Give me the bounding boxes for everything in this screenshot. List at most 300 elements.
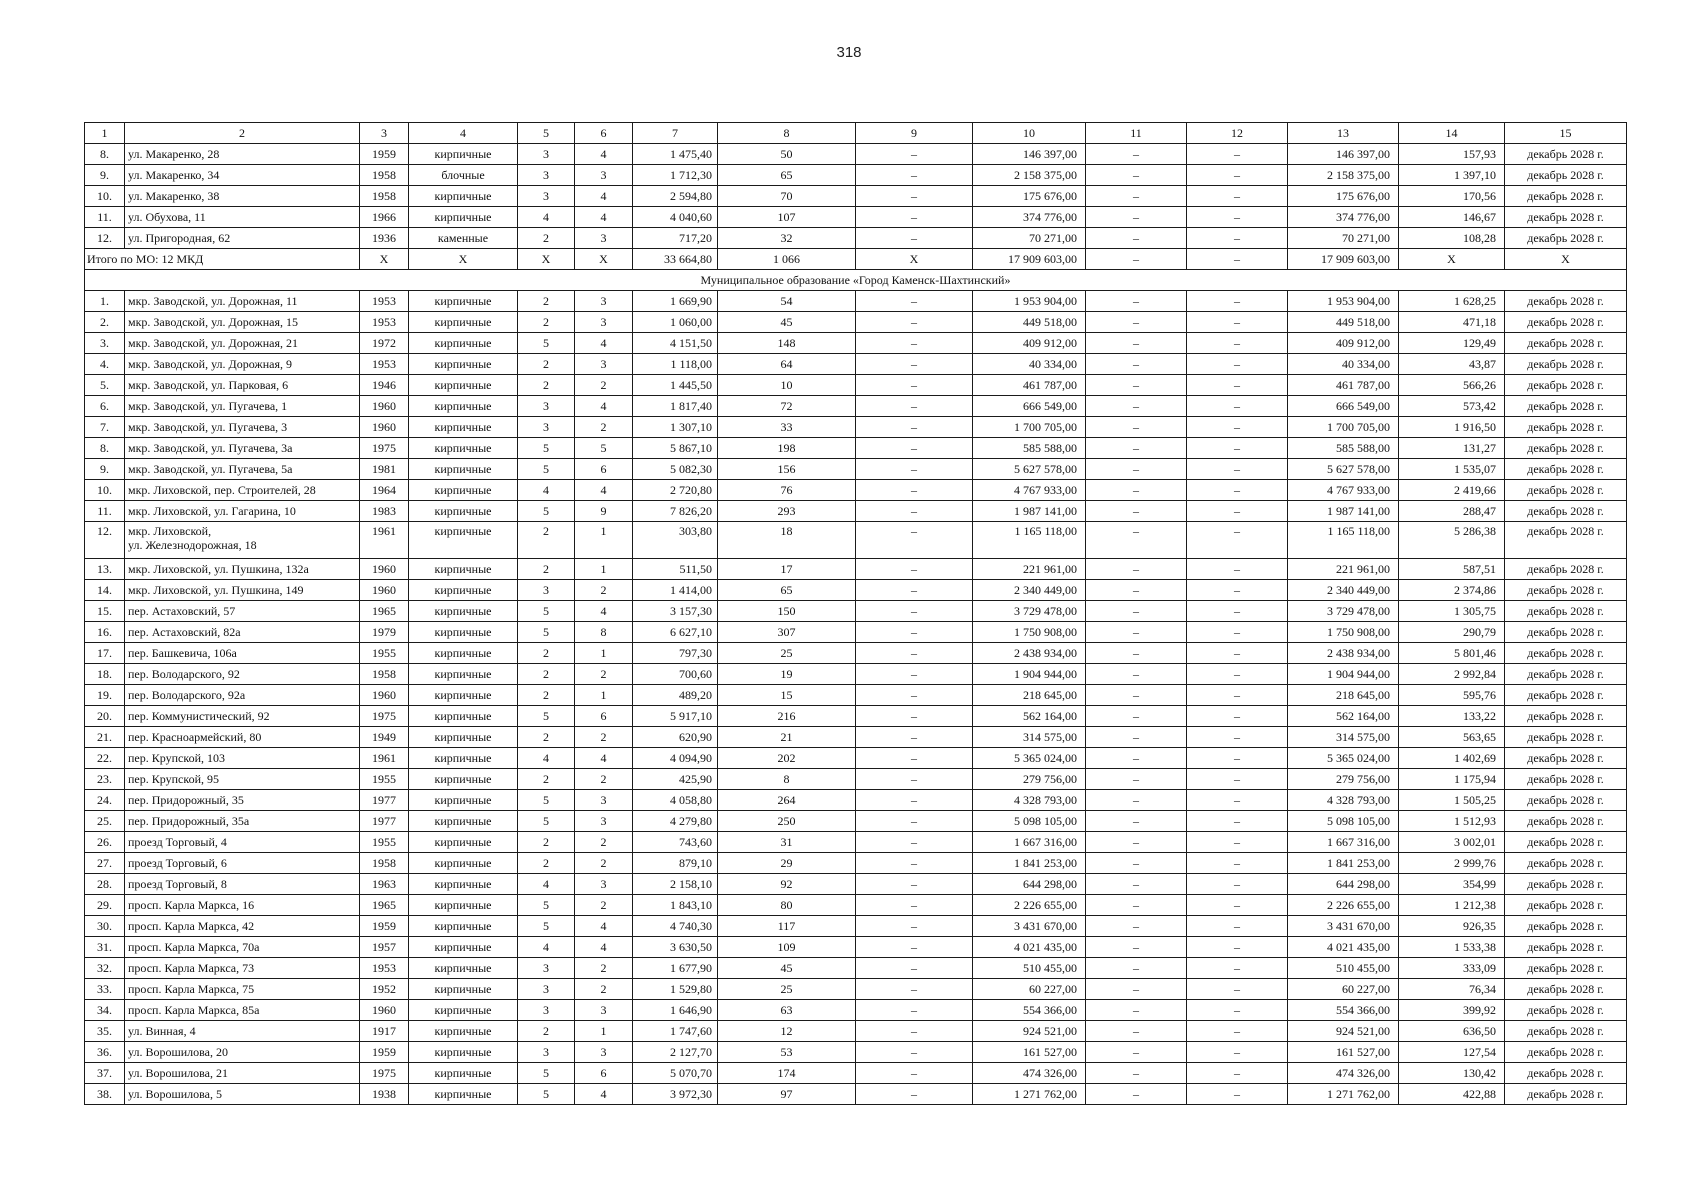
header-cell-4: 4 xyxy=(409,123,518,144)
col-9-cell: – xyxy=(856,874,973,895)
building-row xyxy=(85,580,1627,601)
year-built-cell: 1938 xyxy=(360,1084,409,1105)
wall-material-cell: кирпичные xyxy=(409,207,518,228)
total-cost-cell: 161 527,00 xyxy=(1288,1042,1399,1063)
total-cost-cell: 5 627 578,00 xyxy=(1288,459,1399,480)
row-no-cell: 11. xyxy=(85,207,125,228)
cost-per-sqm-cell: 1 212,38 xyxy=(1399,895,1505,916)
deadline-cell: декабрь 2028 г. xyxy=(1505,165,1627,186)
area-cell: 1 677,90 xyxy=(633,958,718,979)
residents-cell: 17 xyxy=(718,559,856,580)
entrances-cell: 3 xyxy=(575,1000,633,1021)
col-9-cell: – xyxy=(856,979,973,1000)
residents-cell: 64 xyxy=(718,354,856,375)
col-12-cell: – xyxy=(1187,601,1288,622)
area-cell: 7 826,20 xyxy=(633,501,718,522)
area-cell: 1 747,60 xyxy=(633,1021,718,1042)
area-cell: 1 712,30 xyxy=(633,165,718,186)
wall-material-cell: кирпичные xyxy=(409,480,518,501)
deadline-cell: декабрь 2028 г. xyxy=(1505,501,1627,522)
col-9-cell: – xyxy=(856,1042,973,1063)
residents-cell: 216 xyxy=(718,706,856,727)
building-row xyxy=(85,937,1627,958)
residents-cell: 8 xyxy=(718,769,856,790)
address-cell: мкр. Заводской, ул. Пугачева, 3а xyxy=(125,438,360,459)
col-11-cell: – xyxy=(1086,643,1187,664)
cost-per-sqm-cell: 3 002,01 xyxy=(1399,832,1505,853)
year-built-cell: 1964 xyxy=(360,480,409,501)
address-cell: мкр. Лиховской, ул. Железнодорожная, 18 xyxy=(125,522,360,559)
wall-material-cell: кирпичные xyxy=(409,1000,518,1021)
column-number-header-row xyxy=(85,123,1627,144)
header-cell-13: 13 xyxy=(1288,123,1399,144)
row-no-cell: 18. xyxy=(85,664,125,685)
year-built-cell: 1965 xyxy=(360,895,409,916)
entrances-cell: 3 xyxy=(575,790,633,811)
col-11-cell: – xyxy=(1086,979,1187,1000)
col-9-cell: – xyxy=(856,706,973,727)
residents-cell: 53 xyxy=(718,1042,856,1063)
entrances-cell: 4 xyxy=(575,480,633,501)
row-no-cell: 8. xyxy=(85,144,125,165)
entrances-cell: 1 xyxy=(575,643,633,664)
total-cost-cell: 562 164,00 xyxy=(1288,706,1399,727)
cost-per-sqm-cell: 129,49 xyxy=(1399,333,1505,354)
deadline-cell: декабрь 2028 г. xyxy=(1505,1042,1627,1063)
year-built-cell: 1952 xyxy=(360,979,409,1000)
cost-cell: 17 909 603,00 xyxy=(973,249,1086,270)
address-cell: проезд Торговый, 6 xyxy=(125,853,360,874)
building-row xyxy=(85,769,1627,790)
total-label-cell: Итого по МО: 12 МКД xyxy=(85,249,360,270)
building-row xyxy=(85,312,1627,333)
cost-cell: 2 158 375,00 xyxy=(973,165,1086,186)
cost-cell: 3 729 478,00 xyxy=(973,601,1086,622)
address-cell: просп. Карла Маркса, 16 xyxy=(125,895,360,916)
deadline-cell: декабрь 2028 г. xyxy=(1505,853,1627,874)
wall-material-cell: кирпичные xyxy=(409,622,518,643)
entrances-cell: 2 xyxy=(575,958,633,979)
building-row xyxy=(85,727,1627,748)
col-11-cell: – xyxy=(1086,1000,1187,1021)
col-9-cell: – xyxy=(856,937,973,958)
cost-cell: 3 431 670,00 xyxy=(973,916,1086,937)
wall-material-cell: кирпичные xyxy=(409,727,518,748)
building-row xyxy=(85,1084,1627,1105)
entrances-cell: 2 xyxy=(575,832,633,853)
total-cost-cell: 3 729 478,00 xyxy=(1288,601,1399,622)
deadline-cell: декабрь 2028 г. xyxy=(1505,459,1627,480)
col-12-cell: – xyxy=(1187,895,1288,916)
floors-cell: 5 xyxy=(518,790,575,811)
total-cost-cell: 3 431 670,00 xyxy=(1288,916,1399,937)
col-11-cell: – xyxy=(1086,354,1187,375)
deadline-cell: декабрь 2028 г. xyxy=(1505,480,1627,501)
total-cost-cell: 17 909 603,00 xyxy=(1288,249,1399,270)
cost-per-sqm-cell: 566,26 xyxy=(1399,375,1505,396)
wall-material-cell: кирпичные xyxy=(409,1042,518,1063)
col-11-cell: – xyxy=(1086,1021,1187,1042)
col-12-cell: – xyxy=(1187,417,1288,438)
deadline-cell: декабрь 2028 г. xyxy=(1505,1021,1627,1042)
col-12-cell: – xyxy=(1187,664,1288,685)
wall-material-cell: кирпичные xyxy=(409,748,518,769)
address-cell: ул. Макаренко, 38 xyxy=(125,186,360,207)
cost-cell: 585 588,00 xyxy=(973,438,1086,459)
col-12-cell: – xyxy=(1187,144,1288,165)
cost-per-sqm-cell: 2 992,84 xyxy=(1399,664,1505,685)
address-cell: пер. Крупской, 103 xyxy=(125,748,360,769)
total-cost-cell: 585 588,00 xyxy=(1288,438,1399,459)
col-12-cell: – xyxy=(1187,790,1288,811)
building-row xyxy=(85,706,1627,727)
wall-material-cell: кирпичные xyxy=(409,417,518,438)
residents-cell: 97 xyxy=(718,1084,856,1105)
address-cell: проезд Торговый, 4 xyxy=(125,832,360,853)
total-row xyxy=(85,249,1627,270)
row-no-cell: 34. xyxy=(85,1000,125,1021)
col-11-cell: – xyxy=(1086,165,1187,186)
col-9-cell: – xyxy=(856,333,973,354)
building-row xyxy=(85,438,1627,459)
cost-per-sqm-cell: X xyxy=(1399,249,1505,270)
deadline-cell: декабрь 2028 г. xyxy=(1505,207,1627,228)
header-cell-9: 9 xyxy=(856,123,973,144)
area-cell: 1 307,10 xyxy=(633,417,718,438)
total-cost-cell: 314 575,00 xyxy=(1288,727,1399,748)
entrances-cell: 6 xyxy=(575,1063,633,1084)
col-9-cell: – xyxy=(856,895,973,916)
deadline-cell: декабрь 2028 г. xyxy=(1505,417,1627,438)
col-11-cell: – xyxy=(1086,853,1187,874)
year-built-cell: 1960 xyxy=(360,1000,409,1021)
row-no-cell: 27. xyxy=(85,853,125,874)
entrances-cell: 2 xyxy=(575,375,633,396)
row-no-cell: 20. xyxy=(85,706,125,727)
cost-per-sqm-cell: 399,92 xyxy=(1399,1000,1505,1021)
cost-cell: 70 271,00 xyxy=(973,228,1086,249)
header-cell-12: 12 xyxy=(1187,123,1288,144)
cost-cell: 1 700 705,00 xyxy=(973,417,1086,438)
building-row xyxy=(85,790,1627,811)
deadline-cell: декабрь 2028 г. xyxy=(1505,958,1627,979)
year-built-cell: 1960 xyxy=(360,559,409,580)
col-11-cell: – xyxy=(1086,459,1187,480)
year-built-cell: 1955 xyxy=(360,832,409,853)
area-cell: 620,90 xyxy=(633,727,718,748)
year-built-cell: 1961 xyxy=(360,748,409,769)
cost-cell: 2 438 934,00 xyxy=(973,643,1086,664)
residents-cell: 45 xyxy=(718,312,856,333)
total-cost-cell: 374 776,00 xyxy=(1288,207,1399,228)
address-cell: мкр. Заводской, ул. Пугачева, 1 xyxy=(125,396,360,417)
building-row xyxy=(85,853,1627,874)
area-cell: 1 445,50 xyxy=(633,375,718,396)
cost-cell: 2 340 449,00 xyxy=(973,580,1086,601)
area-cell: 4 040,60 xyxy=(633,207,718,228)
row-no-cell: 5. xyxy=(85,375,125,396)
area-cell: 489,20 xyxy=(633,685,718,706)
year-built-cell: 1977 xyxy=(360,790,409,811)
residents-cell: 150 xyxy=(718,601,856,622)
cost-per-sqm-cell: 2 419,66 xyxy=(1399,480,1505,501)
residents-cell: 15 xyxy=(718,685,856,706)
floors-cell: 3 xyxy=(518,417,575,438)
cost-cell: 1 667 316,00 xyxy=(973,832,1086,853)
building-row xyxy=(85,396,1627,417)
entrances-cell: 4 xyxy=(575,937,633,958)
cost-per-sqm-cell: 1 402,69 xyxy=(1399,748,1505,769)
residents-cell: 198 xyxy=(718,438,856,459)
col-9-cell: – xyxy=(856,622,973,643)
wall-material-cell: кирпичные xyxy=(409,438,518,459)
wall-material-cell: кирпичные xyxy=(409,790,518,811)
floors-cell: 2 xyxy=(518,291,575,312)
address-cell: ул. Обухова, 11 xyxy=(125,207,360,228)
col-9-cell: – xyxy=(856,1063,973,1084)
col-9-cell: – xyxy=(856,748,973,769)
wall-material-cell: каменные xyxy=(409,228,518,249)
cost-cell: 1 165 118,00 xyxy=(973,522,1086,559)
total-cost-cell: 1 271 762,00 xyxy=(1288,1084,1399,1105)
building-row xyxy=(85,601,1627,622)
col-12-cell: – xyxy=(1187,1000,1288,1021)
col-11-cell: – xyxy=(1086,207,1187,228)
residents-cell: 65 xyxy=(718,580,856,601)
col-12-cell: – xyxy=(1187,396,1288,417)
col-11-cell: – xyxy=(1086,1084,1187,1105)
col-11-cell: – xyxy=(1086,480,1187,501)
wall-material-cell: кирпичные xyxy=(409,396,518,417)
previous-mo-building-row xyxy=(85,165,1627,186)
col-12-cell: – xyxy=(1187,937,1288,958)
previous-mo-building-row xyxy=(85,228,1627,249)
cost-per-sqm-cell: 563,65 xyxy=(1399,727,1505,748)
entrances-cell: 4 xyxy=(575,748,633,769)
entrances-cell: 6 xyxy=(575,459,633,480)
cost-per-sqm-cell: 2 999,76 xyxy=(1399,853,1505,874)
area-cell: 5 082,30 xyxy=(633,459,718,480)
col-11-cell: – xyxy=(1086,291,1187,312)
entrances-cell: 3 xyxy=(575,228,633,249)
row-no-cell: 16. xyxy=(85,622,125,643)
col-9-cell: – xyxy=(856,1000,973,1021)
address-cell: пер. Крупской, 95 xyxy=(125,769,360,790)
wall-material-cell: кирпичные xyxy=(409,811,518,832)
deadline-cell: декабрь 2028 г. xyxy=(1505,916,1627,937)
col-11-cell: – xyxy=(1086,727,1187,748)
building-row xyxy=(85,811,1627,832)
area-cell: 1 843,10 xyxy=(633,895,718,916)
deadline-cell: декабрь 2028 г. xyxy=(1505,685,1627,706)
col-12-cell: – xyxy=(1187,769,1288,790)
col-12-cell: – xyxy=(1187,165,1288,186)
col-12-cell: – xyxy=(1187,1021,1288,1042)
residents-cell: 107 xyxy=(718,207,856,228)
cost-per-sqm-cell: 926,35 xyxy=(1399,916,1505,937)
area-cell: 303,80 xyxy=(633,522,718,559)
entrances-cell: 2 xyxy=(575,580,633,601)
building-row xyxy=(85,916,1627,937)
total-cost-cell: 510 455,00 xyxy=(1288,958,1399,979)
area-cell: 425,90 xyxy=(633,769,718,790)
address-cell: мкр. Заводской, ул. Парковая, 6 xyxy=(125,375,360,396)
cost-cell: 221 961,00 xyxy=(973,559,1086,580)
year-built-cell: 1975 xyxy=(360,706,409,727)
building-row xyxy=(85,501,1627,522)
row-no-cell: 17. xyxy=(85,643,125,664)
cost-cell: 666 549,00 xyxy=(973,396,1086,417)
wall-material-cell: кирпичные xyxy=(409,459,518,480)
floors-cell: 5 xyxy=(518,438,575,459)
floors-cell: 4 xyxy=(518,480,575,501)
col-12-cell: – xyxy=(1187,333,1288,354)
col-11-cell: – xyxy=(1086,396,1187,417)
year-built-cell: 1955 xyxy=(360,769,409,790)
address-cell: ул. Винная, 4 xyxy=(125,1021,360,1042)
deadline-cell: декабрь 2028 г. xyxy=(1505,228,1627,249)
year-built-cell: 1979 xyxy=(360,622,409,643)
year-built-cell: 1959 xyxy=(360,144,409,165)
area-cell: 1 817,40 xyxy=(633,396,718,417)
area-cell: 3 972,30 xyxy=(633,1084,718,1105)
cost-per-sqm-cell: 157,93 xyxy=(1399,144,1505,165)
floors-cell: 3 xyxy=(518,958,575,979)
area-cell: 2 720,80 xyxy=(633,480,718,501)
entrances-cell: 3 xyxy=(575,291,633,312)
col-11-cell: – xyxy=(1086,559,1187,580)
area-cell: 4 279,80 xyxy=(633,811,718,832)
col-9-cell: – xyxy=(856,396,973,417)
row-no-cell: 10. xyxy=(85,480,125,501)
total-cost-cell: 2 438 934,00 xyxy=(1288,643,1399,664)
header-cell-8: 8 xyxy=(718,123,856,144)
entrances-cell: 1 xyxy=(575,522,633,559)
address-cell: пер. Придорожный, 35 xyxy=(125,790,360,811)
col-12-cell: – xyxy=(1187,459,1288,480)
year-built-cell: 1957 xyxy=(360,937,409,958)
floors-cell: 2 xyxy=(518,832,575,853)
cost-per-sqm-cell: 5 801,46 xyxy=(1399,643,1505,664)
cost-per-sqm-cell: 1 512,93 xyxy=(1399,811,1505,832)
cost-per-sqm-cell: 131,27 xyxy=(1399,438,1505,459)
entrances-cell: 2 xyxy=(575,895,633,916)
deadline-cell: декабрь 2028 г. xyxy=(1505,396,1627,417)
row-no-cell: 19. xyxy=(85,685,125,706)
header-cell-14: 14 xyxy=(1399,123,1505,144)
wall-material-cell: кирпичные xyxy=(409,853,518,874)
total-cost-cell: 1 953 904,00 xyxy=(1288,291,1399,312)
previous-mo-building-row xyxy=(85,207,1627,228)
col-12-cell: – xyxy=(1187,480,1288,501)
total-cost-cell: 1 750 908,00 xyxy=(1288,622,1399,643)
entrances-cell: 4 xyxy=(575,1084,633,1105)
previous-mo-building-row xyxy=(85,144,1627,165)
total-cost-cell: 1 987 141,00 xyxy=(1288,501,1399,522)
entrances-cell: 4 xyxy=(575,186,633,207)
entrances-cell: 3 xyxy=(575,312,633,333)
floors-cell: 3 xyxy=(518,979,575,1000)
floors-cell: 2 xyxy=(518,522,575,559)
wall-material-cell: кирпичные xyxy=(409,291,518,312)
col-12-cell: – xyxy=(1187,979,1288,1000)
entrances-cell: 9 xyxy=(575,501,633,522)
entrances-cell: 2 xyxy=(575,853,633,874)
deadline-cell: декабрь 2028 г. xyxy=(1505,811,1627,832)
deadline-cell: декабрь 2028 г. xyxy=(1505,706,1627,727)
deadline-cell: декабрь 2028 г. xyxy=(1505,664,1627,685)
col-11-cell: – xyxy=(1086,522,1187,559)
area-cell: 879,10 xyxy=(633,853,718,874)
floors-cell: 5 xyxy=(518,1063,575,1084)
residents-cell: 293 xyxy=(718,501,856,522)
col-9-cell: – xyxy=(856,601,973,622)
residents-cell: 45 xyxy=(718,958,856,979)
header-cell-2: 2 xyxy=(125,123,360,144)
entrances-cell: 2 xyxy=(575,727,633,748)
building-row xyxy=(85,1021,1627,1042)
header-cell-7: 7 xyxy=(633,123,718,144)
row-no-cell: 21. xyxy=(85,727,125,748)
deadline-cell: декабрь 2028 г. xyxy=(1505,832,1627,853)
floors-cell: 2 xyxy=(518,312,575,333)
row-no-cell: 4. xyxy=(85,354,125,375)
total-cost-cell: 60 227,00 xyxy=(1288,979,1399,1000)
row-no-cell: 22. xyxy=(85,748,125,769)
total-cost-cell: 644 298,00 xyxy=(1288,874,1399,895)
col-12-cell: – xyxy=(1187,354,1288,375)
floors-cell: 3 xyxy=(518,396,575,417)
col-11-cell: – xyxy=(1086,312,1187,333)
wall-material-cell: кирпичные xyxy=(409,522,518,559)
floors-cell: 5 xyxy=(518,811,575,832)
col-11-cell: – xyxy=(1086,144,1187,165)
residents-cell: 10 xyxy=(718,375,856,396)
col-9-cell: – xyxy=(856,559,973,580)
entrances-cell: X xyxy=(575,249,633,270)
cost-per-sqm-cell: 354,99 xyxy=(1399,874,1505,895)
address-cell: ул. Макаренко, 28 xyxy=(125,144,360,165)
year-built-cell: 1965 xyxy=(360,601,409,622)
row-no-cell: 12. xyxy=(85,522,125,559)
year-built-cell: 1960 xyxy=(360,396,409,417)
year-built-cell: 1972 xyxy=(360,333,409,354)
cost-per-sqm-cell: 2 374,86 xyxy=(1399,580,1505,601)
residents-cell: 29 xyxy=(718,853,856,874)
entrances-cell: 4 xyxy=(575,396,633,417)
cost-per-sqm-cell: 133,22 xyxy=(1399,706,1505,727)
row-no-cell: 13. xyxy=(85,559,125,580)
area-cell: 743,60 xyxy=(633,832,718,853)
address-cell: ул. Пригородная, 62 xyxy=(125,228,360,249)
cost-cell: 554 366,00 xyxy=(973,1000,1086,1021)
cost-per-sqm-cell: 108,28 xyxy=(1399,228,1505,249)
entrances-cell: 8 xyxy=(575,622,633,643)
cost-per-sqm-cell: 595,76 xyxy=(1399,685,1505,706)
deadline-cell: декабрь 2028 г. xyxy=(1505,354,1627,375)
area-cell: 1 669,90 xyxy=(633,291,718,312)
header-cell-10: 10 xyxy=(973,123,1086,144)
deadline-cell: декабрь 2028 г. xyxy=(1505,186,1627,207)
year-built-cell: 1953 xyxy=(360,312,409,333)
wall-material-cell: кирпичные xyxy=(409,354,518,375)
floors-cell: 3 xyxy=(518,186,575,207)
area-cell: 6 627,10 xyxy=(633,622,718,643)
cost-per-sqm-cell: 573,42 xyxy=(1399,396,1505,417)
wall-material-cell: кирпичные xyxy=(409,375,518,396)
col-12-cell: – xyxy=(1187,748,1288,769)
housing-register-table xyxy=(84,122,1627,1105)
